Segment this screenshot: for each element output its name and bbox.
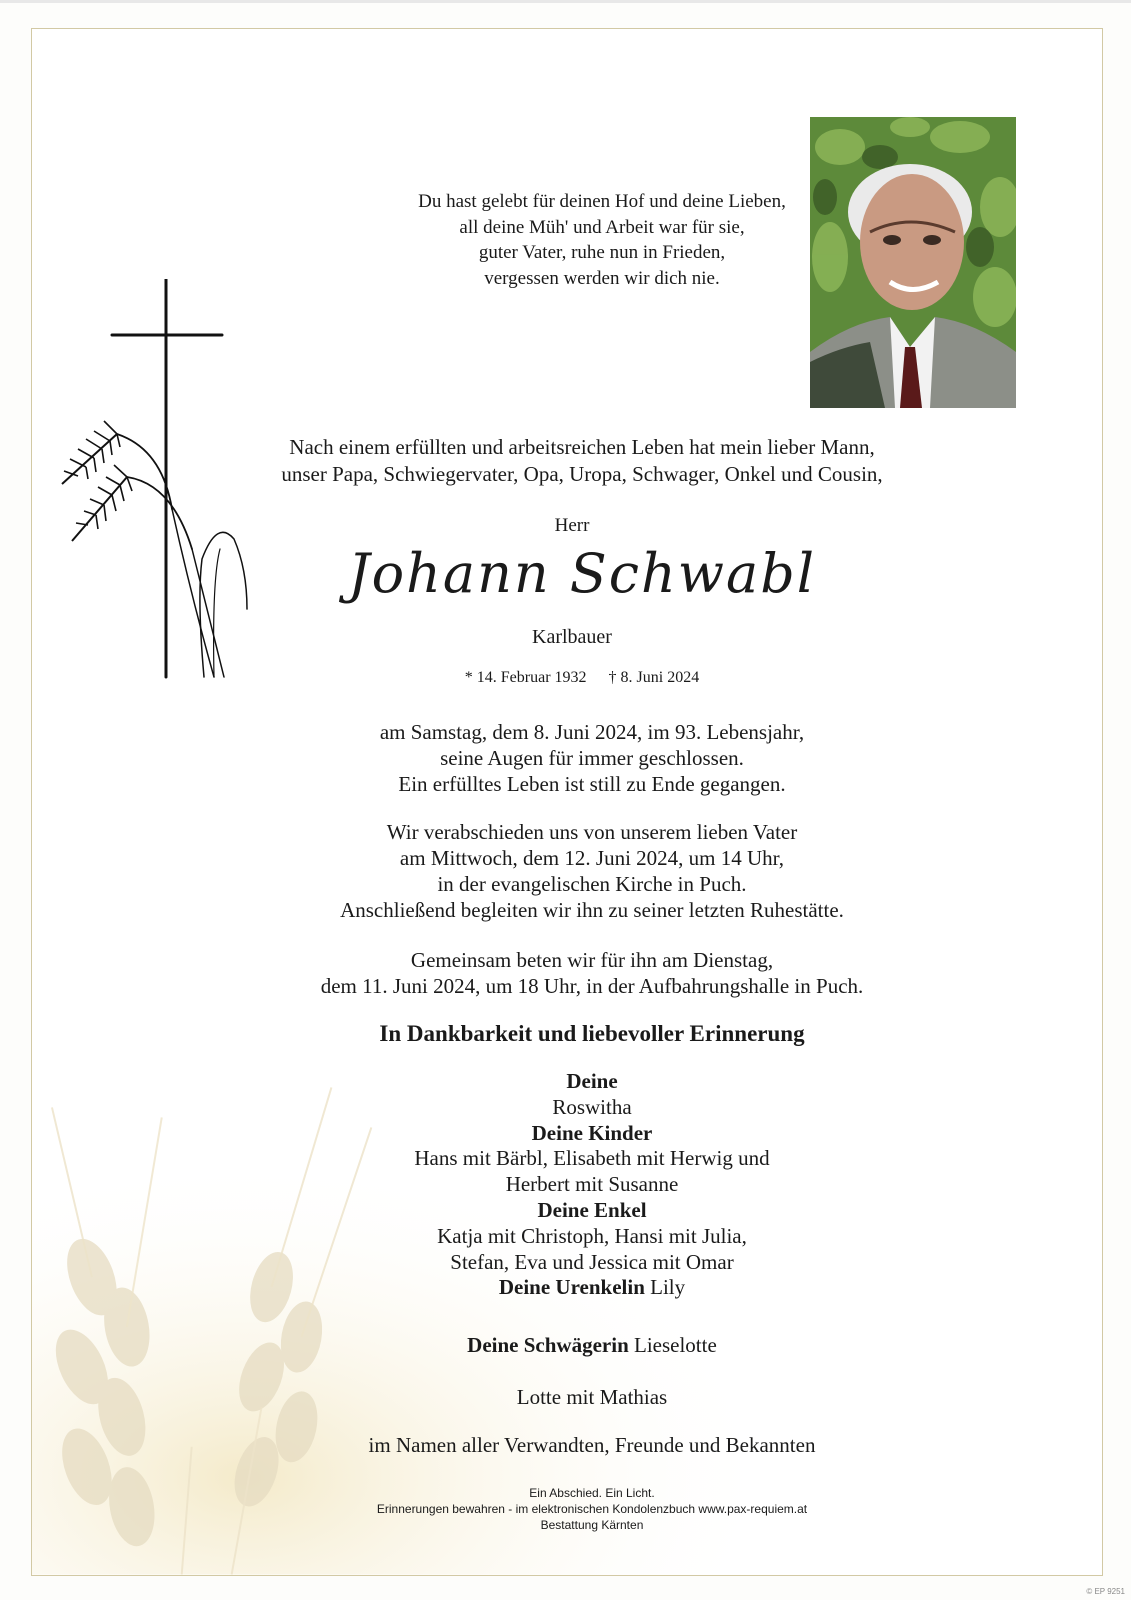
print-code: © EP 9251	[1086, 1587, 1125, 1596]
poem-line: Du hast gelebt für deinen Hof und deine Lieben,	[418, 191, 786, 212]
wife-name: Roswitha	[552, 1094, 632, 1119]
footer-line: Erinnerungen bewahren - im elektronischen Kondolenzbuch www.pax-requiem.at	[376, 1502, 808, 1516]
intro-text	[182, 434, 982, 488]
footer-line: Bestattung Kärnten	[540, 1518, 644, 1532]
funeral-line: Anschließend begleiten wir ihn zu seiner letzten Ruhestätte.	[340, 898, 844, 922]
wife-label: Deine	[566, 1069, 618, 1093]
mourners-list	[252, 1069, 932, 1301]
passing-line: Ein erfülltes Leben ist still zu Ende gegangen.	[398, 772, 786, 796]
poem-line: vergessen werden wir dich nie.	[484, 267, 720, 289]
life-dates	[392, 669, 772, 687]
footer-line: Ein Abschied. Ein Licht.	[529, 1486, 655, 1500]
great-grandchild-name: Lily	[650, 1275, 686, 1300]
thanks-heading: In Dankbarkeit und liebevoller Erinnerung	[379, 1021, 805, 1046]
children-label: Deine Kinder	[531, 1120, 653, 1145]
poem-line: guter Vater, ruhe nun in Frieden,	[478, 242, 726, 263]
intro-line: unser Papa, Schwiegervater, Opa, Uropa, Schwager, Onkel und Cousin,	[281, 462, 883, 486]
prayer-line: dem 11. Juni 2024, um 18 Uhr, in der Aufbahrungshalle in Puch.	[320, 974, 864, 998]
grandchildren-line: Stefan, Eva und Jessica mit Omar	[450, 1249, 734, 1274]
prayer-text	[212, 947, 972, 999]
sister-in-law-label: Deine Schwägerin	[467, 1333, 629, 1357]
deceased-name: Johann Schwabl	[347, 542, 817, 605]
on-behalf-line: im Namen aller Verwandten, Freunde und Bekannten	[368, 1433, 816, 1457]
farm-name: Karlbauer	[532, 626, 612, 648]
children-line: Herbert mit Susanne	[505, 1172, 679, 1197]
other-mourners: Lotte mit Mathias	[516, 1385, 668, 1409]
obituary-card	[31, 28, 1103, 1576]
sister-in-law-name: Lieselotte	[634, 1333, 717, 1357]
birth-date: * 14. Februar 1932	[464, 669, 587, 686]
funeral-text	[212, 819, 972, 923]
scan-top-edge	[0, 0, 1131, 3]
portrait-photo	[810, 117, 1016, 408]
poem	[342, 189, 862, 291]
funeral-line: Wir verabschieden uns von unserem lieben Vater	[386, 820, 798, 844]
passing-text	[232, 719, 952, 797]
funeral-line: am Mittwoch, dem 12. Juni 2024, um 14 Uhr,	[399, 846, 785, 870]
honorific: Herr	[554, 515, 590, 536]
poem-line: all deine Müh' und Arbeit war für sie,	[459, 216, 745, 238]
passing-line: seine Augen für immer geschlossen.	[440, 746, 744, 770]
intro-line: Nach einem erfüllten und arbeitsreichen Leben hat mein lieber Mann,	[289, 435, 875, 459]
great-grandchild-label: Deine Urenkelin	[498, 1275, 645, 1300]
grandchildren-line: Katja mit Christoph, Hansi mit Julia,	[437, 1223, 747, 1248]
grandchildren-label: Deine Enkel	[537, 1197, 647, 1222]
passing-line: am Samstag, dem 8. Juni 2024, im 93. Lebensjahr,	[379, 720, 805, 744]
footer	[262, 1485, 922, 1533]
funeral-line: in der evangelischen Kirche in Puch.	[437, 872, 747, 896]
sister-in-law	[252, 1333, 932, 1358]
death-date: † 8. Juni 2024	[608, 669, 700, 686]
prayer-line: Gemeinsam beten wir für ihn am Dienstag,	[410, 948, 774, 972]
children-line: Hans mit Bärbl, Elisabeth mit Herwig und	[414, 1146, 770, 1171]
